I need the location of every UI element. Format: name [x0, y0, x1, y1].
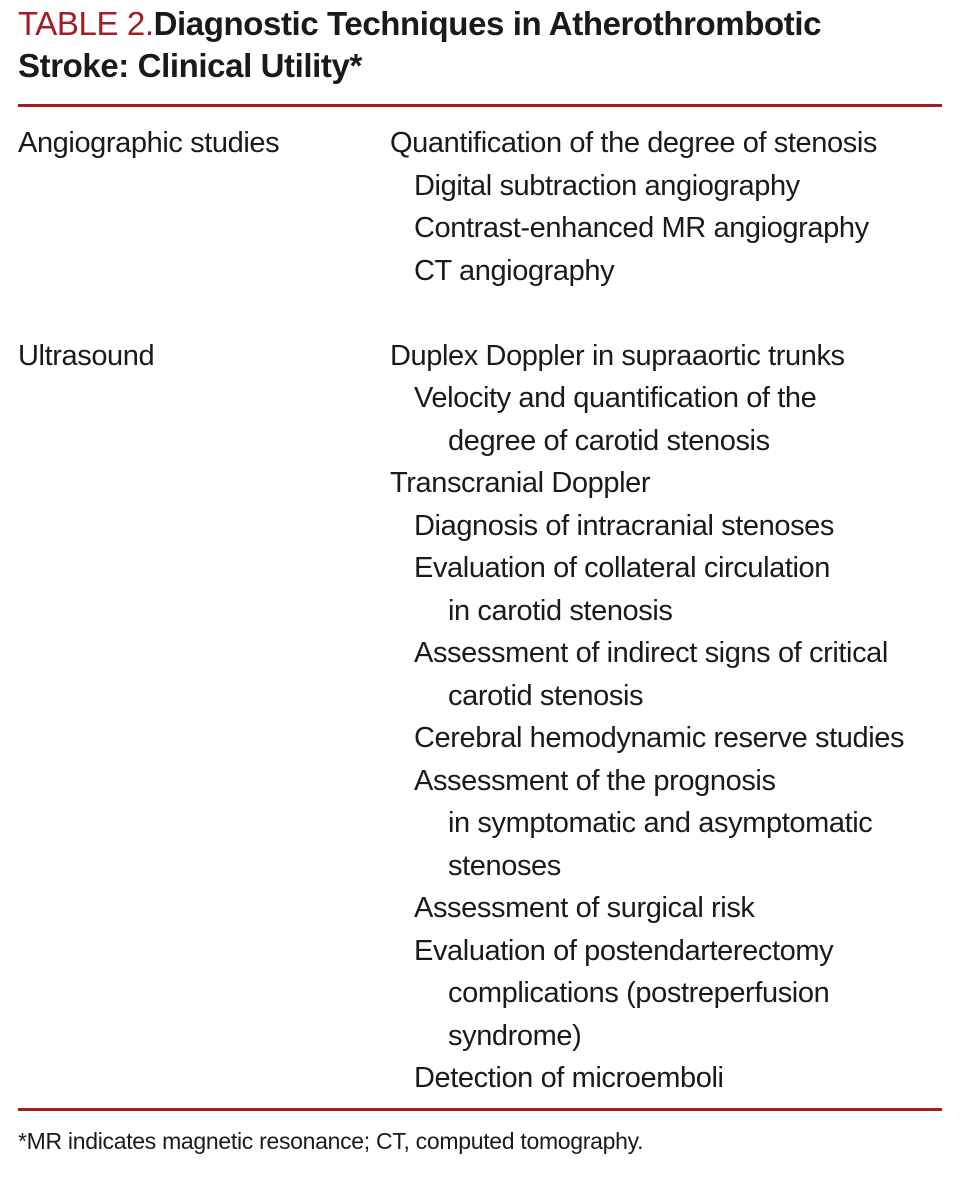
detail-line: Evaluation of postendarterectomy: [414, 934, 834, 967]
detail-line: Detection of microemboli: [414, 1062, 724, 1094]
detail-line: Assessment of indirect signs of critical: [414, 637, 888, 669]
table-body: [18, 122, 942, 1100]
detail-line: Diagnosis of intracranial stenoses: [414, 509, 835, 542]
detail-line: complications (postreperfusion: [448, 977, 830, 1009]
detail-line: degree of carotid stenosis: [448, 424, 770, 457]
detail-line: in carotid stenosis: [448, 594, 673, 627]
bottom-rule: [18, 1108, 942, 1111]
detail-line: Quantification of the degree of stenosis: [390, 127, 877, 159]
detail-line: Contrast-enhanced MR angiography: [414, 212, 869, 244]
table-row: [18, 335, 942, 1100]
category-angiographic: Angiographic studies: [18, 127, 280, 159]
detail-line: Assessment of the prognosis: [414, 764, 776, 797]
detail-line: Assessment of surgical risk: [414, 892, 755, 924]
detail-line: syndrome): [448, 1019, 582, 1052]
row-details: [390, 122, 942, 292]
table-label: TABLE 2.: [18, 5, 154, 42]
category-ultrasound: Ultrasound: [18, 339, 155, 372]
table-row: [18, 122, 942, 292]
table-title-text-line2: Stroke: Clinical Utility*: [18, 47, 362, 84]
detail-line: Digital subtraction angiography: [414, 169, 800, 202]
detail-line: Velocity and quantification of the: [414, 382, 817, 414]
detail-line: Evaluation of collateral circulation: [414, 552, 830, 584]
detail-line: carotid stenosis: [448, 679, 644, 712]
table-title-text-line1: Diagnostic Techniques in Atherothrombotic: [153, 5, 822, 42]
detail-line: Duplex Doppler in supraaortic trunks: [390, 339, 845, 372]
detail-line: Transcranial Doppler: [390, 467, 651, 499]
top-rule: [18, 104, 942, 107]
detail-line: in symptomatic and asymptomatic: [448, 807, 873, 839]
table-footnote: *MR indicates magnetic resonance; CT, computed tomography.: [18, 1128, 644, 1154]
row-details: [390, 335, 942, 1100]
detail-line: Cerebral hemodynamic reserve studies: [414, 722, 905, 754]
table-title: [18, 3, 948, 87]
detail-line: stenoses: [448, 849, 561, 882]
detail-line: CT angiography: [414, 254, 615, 287]
